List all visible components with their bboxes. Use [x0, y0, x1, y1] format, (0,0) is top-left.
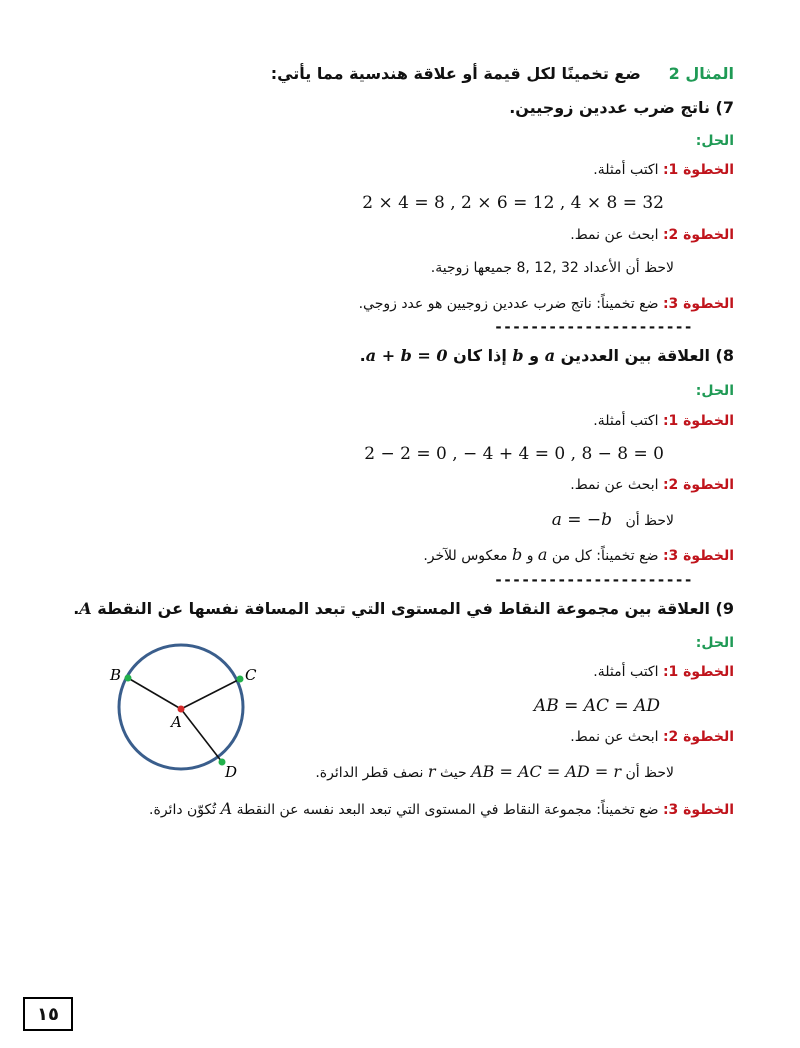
q9-step3-text-b: تُكوّن دائرة.: [149, 802, 217, 818]
q9-step1: [593, 664, 734, 680]
q9-text: العلاقة بين مجموعة النقاط في المستوى التي تبعد المسافة نفسها عن النقطة: [97, 599, 710, 618]
circle-diagram: [100, 635, 280, 795]
q7-number: 7): [715, 98, 734, 117]
q9-number: 9): [715, 599, 734, 618]
q9-observe: [315, 762, 674, 781]
q9-step2-label: الخطوة 2:: [662, 729, 734, 745]
q8-equation: 2 − 2 = 0 , − 4 + 4 = 0 , 8 − 8 = 0: [364, 444, 664, 464]
q9-point: A: [79, 599, 92, 618]
q9-observe-suffix: نصف قطر الدائرة.: [315, 765, 424, 781]
q9-observe-eq: AB = AC = AD = r: [471, 762, 621, 781]
q9-step3-point: A: [220, 799, 233, 818]
q8-step3-text-a: ضع تخميناً: كل من: [551, 548, 659, 564]
q8-step1: [593, 413, 734, 429]
separator-2: ----------------------: [494, 571, 693, 589]
q8-step3-var-b: b: [511, 545, 523, 564]
q9-question: 9) العلاقة بين مجموعة النقاط في المستوى التي تبعد المسافة نفسها عن النقطة A.: [73, 599, 734, 618]
q7-step1: [593, 162, 734, 178]
segment-ab: [128, 678, 181, 709]
label-b: B: [110, 666, 122, 684]
q8-observe: [552, 510, 674, 530]
q7-text: ناتج ضرب عددين زوجيين.: [509, 98, 710, 117]
q8-step3-label: الخطوة 3:: [662, 548, 734, 564]
q8-solution-label: الحل:: [695, 383, 734, 399]
q7-step3-text: ضع تخميناً: ناتج ضرب عددين زوجيين هو عدد زوجي.: [358, 296, 659, 312]
q7-step1-text: اكتب أمثلة.: [593, 162, 659, 178]
q8-step3-var-a: a: [537, 545, 548, 564]
q8-step3-text-c: معكوس للآخر.: [423, 548, 508, 564]
q9-step3-text-a: ضع تخميناً: مجموعة النقاط في المستوى التي تبعد البعد نفسه عن النقطة: [236, 802, 659, 818]
q8-step2: [570, 477, 734, 493]
q8-var-b: b: [512, 346, 524, 365]
separator-1: ----------------------: [494, 318, 693, 336]
q9-step2: [570, 729, 734, 745]
q8-step2-text: ابحث عن نمط.: [570, 477, 659, 493]
q7-step3: [359, 296, 734, 312]
center-point-a: [178, 706, 185, 713]
label-d: D: [225, 763, 238, 781]
page-number: ١٥: [23, 997, 73, 1031]
q8-condition: a + b = 0: [365, 346, 448, 365]
q8-var-a: a: [544, 346, 556, 365]
q8-step1-label: الخطوة 1:: [662, 413, 734, 429]
q9-step2-text: ابحث عن نمط.: [570, 729, 659, 745]
q9-equation: AB = AC = AD: [533, 696, 660, 716]
q7-observe: لاحظ أن الأعداد 32 ,12 ,8 جميعها زوجية.: [430, 260, 674, 276]
q9-step1-text: اكتب أمثلة.: [593, 664, 659, 680]
q8-question: 8) العلاقة بين العددين a و b إذا كان a + b = 0.: [359, 346, 734, 365]
example-title: ضع تخمينًا لكل قيمة أو علاقة هندسية مما يأتي:: [270, 64, 641, 83]
q9-step1-label: الخطوة 1:: [662, 664, 734, 680]
q7-solution-label: الحل:: [695, 133, 734, 149]
q8-text-a: العلاقة بين العددين: [560, 346, 710, 365]
q8-text-b: إذا كان: [453, 346, 507, 365]
q9-observe-mid: حيث: [440, 765, 467, 781]
label-a: A: [171, 713, 182, 731]
q9-step3-label: الخطوة 3:: [662, 802, 734, 818]
segment-ac: [181, 679, 240, 709]
q9-step3: [149, 799, 734, 818]
q9-solution-label: الحل:: [695, 635, 734, 651]
q8-observe-prefix: لاحظ أن: [625, 513, 674, 529]
q9-observe-prefix: لاحظ أن: [625, 765, 674, 781]
q7-equation: 2 × 4 = 8 , 2 × 6 = 12 , 4 × 8 = 32: [362, 193, 664, 213]
q9-observe-r: r: [427, 762, 436, 781]
q7-step2-text: ابحث عن نمط.: [570, 227, 659, 243]
example-header: [271, 64, 734, 83]
q8-step1-text: اكتب أمثلة.: [593, 413, 659, 429]
q7-step1-label: الخطوة 1:: [662, 162, 734, 178]
q7-question: [509, 98, 734, 117]
segment-ad: [181, 709, 222, 762]
point-b: [125, 675, 132, 682]
q8-and: و: [529, 346, 540, 365]
q8-step3-text-b: و: [526, 548, 534, 564]
q7-step2: [570, 227, 734, 243]
example-label: المثال 2: [668, 64, 734, 83]
label-c: C: [245, 666, 257, 684]
q7-step3-label: الخطوة 3:: [662, 296, 734, 312]
q7-step2-label: الخطوة 2:: [662, 227, 734, 243]
q8-step2-label: الخطوة 2:: [662, 477, 734, 493]
point-c: [237, 676, 244, 683]
q8-observe-eq: a = −b: [551, 510, 613, 530]
q8-step3: [423, 545, 734, 564]
q8-number: 8): [715, 346, 734, 365]
